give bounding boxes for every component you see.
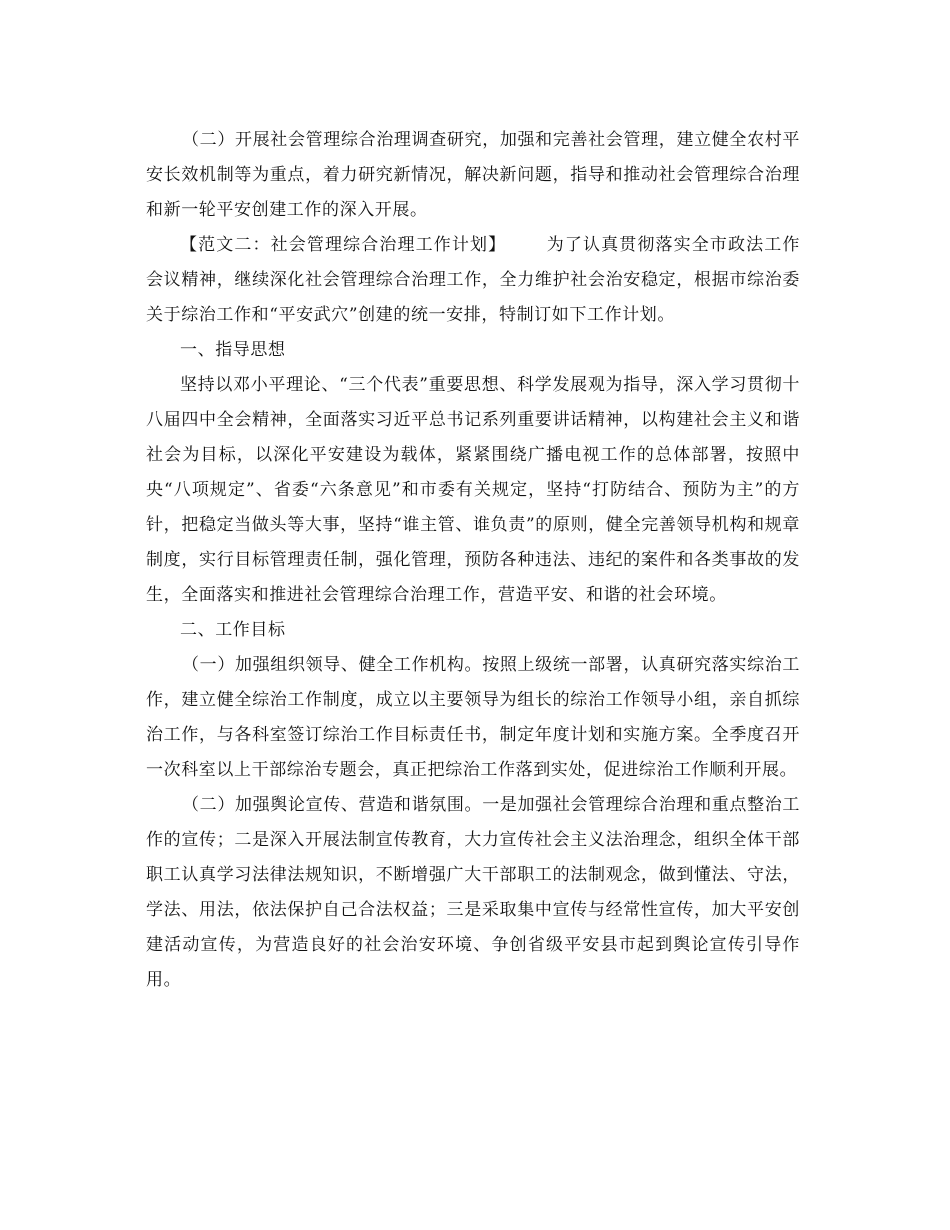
document-body — [146, 123, 800, 998]
heading-guiding-thought: 一、指导思想 — [180, 340, 286, 360]
sample-two-intro: 为了认真贯彻落实全市政法工作会议精神，继续深化社会管理综合治理工作，全力维护社会治安稳定，根据市综治委关于综治工作和“平安武穴”创建的统一安排，特制订如下工作计划。 — [146, 235, 800, 325]
sample-two-title: 【范文二：社会管理综合治理工作计划】 — [180, 235, 507, 255]
paragraph-goal-two: （二）加强舆论宣传、营造和谐氛围。一是加强社会管理综合治理和重点整治工作的宣传；二是深入开展法制宣传教育，大力宣传社会主义法治理念，组织全体干部职工认真学习法律法规知识，不断增强广大干部职工的法制观念，做到懂法、守法，学法、用法，依法保护自己合法权益；三是采取集中宣传与经常性宣传，加大平安创建活动宣传，为营造良好的社会治安环境、争创省级平安县市起到舆论宣传引导作用。 — [146, 795, 800, 990]
heading-work-goals: 二、工作目标 — [180, 620, 286, 640]
paragraph-research: （二）开展社会管理综合治理调查研究，加强和完善社会管理，建立健全农村平安长效机制等为重点，着力研究新情况，解决新问题，指导和推动社会管理综合治理和新一轮平安创建工作的深入开展。 — [146, 130, 800, 220]
paragraph-goal-one: （一）加强组织领导、健全工作机构。按照上级统一部署，认真研究落实综治工作，建立健全综治工作制度，成立以主要领导为组长的综治工作领导小组，亲自抓综治工作，与各科室签订综治工作目标责任书，制定年度计划和实施方案。全季度召开一次科室以上干部综治专题会，真正把综治工作落到实处，促进综治工作顺利开展。 — [146, 655, 800, 780]
paragraph-guiding-thought: 坚持以邓小平理论、“三个代表”重要思想、科学发展观为指导，深入学习贯彻十八届四中全会精神，全面落实习近平总书记系列重要讲话精神，以构建社会主义和谐社会为目标，以深化平安建设为载体，紧紧围绕广播电视工作的总体部署，按照中央“八项规定”、省委“六条意见”和市委有关规定，坚持“打防结合、预防为主”的方针，把稳定当做头等大事，坚持“谁主管、谁负责”的原则，健全完善领导机构和规章制度，实行目标管理责任制，强化管理，预防各种违法、违纪的案件和各类事故的发生，全面落实和推进社会管理综合治理工作，营造平安、和谐的社会环境。 — [146, 375, 800, 605]
paragraph-sample-two — [146, 228, 800, 333]
